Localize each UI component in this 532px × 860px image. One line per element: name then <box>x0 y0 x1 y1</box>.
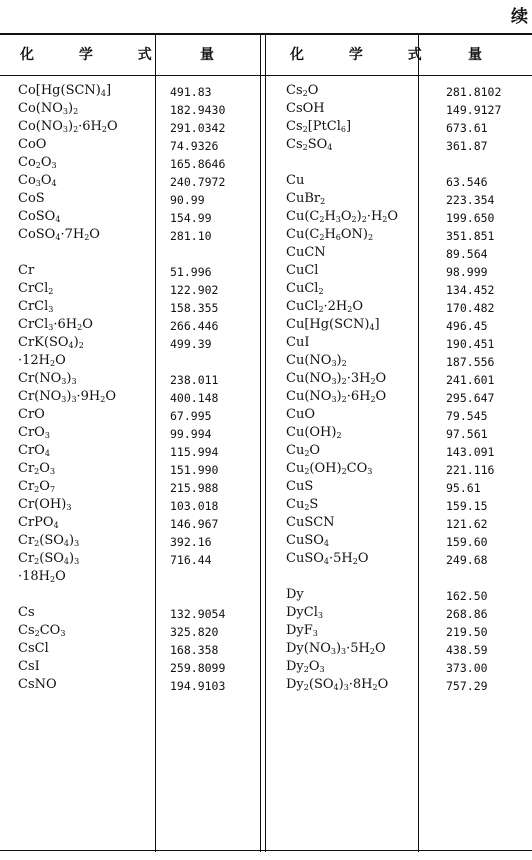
table-row <box>286 658 530 676</box>
center-divider-a <box>260 35 261 852</box>
formula-cell: $\cdot 18H_2O$ <box>18 569 66 584</box>
table-row <box>18 280 258 298</box>
formula-cell: $Co(NO_3)_2$ <box>18 101 79 116</box>
value-cell: 259.8099 <box>170 661 226 675</box>
formula-cell: Cs <box>18 605 35 620</box>
table-row <box>286 442 530 460</box>
formula-cell: $Co_3O_4$ <box>18 173 57 188</box>
table-row <box>286 262 530 280</box>
formula-cell: $Cr_2O_3$ <box>18 461 56 476</box>
value-cell: 499.39 <box>170 337 212 351</box>
formula-cell: CuSO$_4$ <box>286 533 329 548</box>
table-row <box>286 532 530 550</box>
table-row <box>18 424 258 442</box>
table-row <box>18 100 258 118</box>
formula-cell: $Cu(C_2H_3O_2)_2\cdot H_2O$ <box>286 209 399 224</box>
formula-cell: CuBr$_2$ <box>286 191 326 206</box>
table-row <box>286 406 530 424</box>
formula-cell: Cr <box>18 263 35 278</box>
value-cell: 95.61 <box>446 481 481 495</box>
formula-cell: CuS <box>286 479 314 494</box>
table-row <box>18 406 258 424</box>
table-row <box>18 334 258 352</box>
formula-cell: $Cr_2(SO_4)_3$ <box>18 551 80 566</box>
formula-cell: CrO$_4$ <box>18 443 50 458</box>
value-cell: 194.9103 <box>170 679 226 693</box>
value-cell: 716.44 <box>170 553 212 567</box>
formula-cell: $CrK(SO_4)_2$ <box>18 335 84 350</box>
table-row <box>286 460 530 478</box>
table-row <box>18 298 258 316</box>
table-row <box>286 514 530 532</box>
formula-cell: CuCl <box>286 263 319 278</box>
left-formula-header: 化 学 式 <box>20 47 172 63</box>
value-cell: 122.902 <box>170 283 219 297</box>
table-row <box>18 586 258 604</box>
formula-cell: CrO$_3$ <box>18 425 50 440</box>
table-row <box>286 136 530 154</box>
value-cell: 103.018 <box>170 499 219 513</box>
table-row <box>18 442 258 460</box>
formula-cell: $Cu_2S$ <box>286 497 319 512</box>
table-row <box>286 280 530 298</box>
value-cell: 187.556 <box>446 355 495 369</box>
formula-cell: CoS <box>18 191 45 206</box>
table-row <box>286 604 530 622</box>
value-cell: 63.546 <box>446 175 488 189</box>
value-cell: 190.451 <box>446 337 495 351</box>
table-row <box>286 568 530 586</box>
table-row <box>18 676 258 694</box>
value-cell: 182.9430 <box>170 103 226 117</box>
value-cell: 241.601 <box>446 373 495 387</box>
value-cell: 146.967 <box>170 517 219 531</box>
table-row <box>286 334 530 352</box>
table-row <box>286 352 530 370</box>
value-cell: 268.86 <box>446 607 488 621</box>
value-cell: 98.999 <box>446 265 488 279</box>
table-row <box>286 298 530 316</box>
value-cell: 295.647 <box>446 391 495 405</box>
table-row <box>18 388 258 406</box>
table-row <box>286 370 530 388</box>
table-row <box>286 586 530 604</box>
formula-cell: CuO <box>286 407 315 422</box>
table-row <box>286 316 530 334</box>
value-cell: 134.452 <box>446 283 495 297</box>
formula-cell: CrPO$_4$ <box>18 515 59 530</box>
value-cell: 89.564 <box>446 247 488 261</box>
table-row <box>18 568 258 586</box>
center-divider-b <box>265 35 266 852</box>
table-row <box>286 478 530 496</box>
value-cell: 496.45 <box>446 319 488 333</box>
value-cell: 757.29 <box>446 679 488 693</box>
table-row <box>18 496 258 514</box>
table-row <box>286 640 530 658</box>
value-cell: 281.8102 <box>446 85 502 99</box>
table-row <box>286 154 530 172</box>
header-rule <box>0 75 532 76</box>
table-row <box>286 172 530 190</box>
table-row <box>286 244 530 262</box>
value-cell: 199.650 <box>446 211 495 225</box>
formula-cell: CsI <box>18 659 40 674</box>
value-cell: 249.68 <box>446 553 488 567</box>
table-row <box>286 100 530 118</box>
formula-cell: $Cu[Hg(SCN)_4]$ <box>286 317 380 332</box>
formula-cell: $Cu(NO_3)_2\cdot 6H_2O$ <box>286 389 387 404</box>
table-row <box>18 370 258 388</box>
value-cell: 159.60 <box>446 535 488 549</box>
value-cell: 121.62 <box>446 517 488 531</box>
formula-cell: $Cr_2(SO_4)_3$ <box>18 533 80 548</box>
table-row <box>18 136 258 154</box>
table-row <box>18 550 258 568</box>
value-cell: 373.00 <box>446 661 488 675</box>
formula-cell: $Cu_2(OH)_2CO_3$ <box>286 461 373 476</box>
table-row <box>18 118 258 136</box>
formula-cell: $Cr(NO_3)_3\cdot 9H_2O$ <box>18 389 117 404</box>
value-cell: 154.99 <box>170 211 212 225</box>
formula-cell: CuCN <box>286 245 326 260</box>
value-cell: 221.116 <box>446 463 495 477</box>
formula-cell: $\cdot 12H_2O$ <box>18 353 66 368</box>
formula-cell: $CuSO_4\cdot 5H_2O$ <box>286 551 369 566</box>
value-cell: 219.50 <box>446 625 488 639</box>
top-rule <box>0 33 532 35</box>
value-cell: 74.9326 <box>170 139 219 153</box>
table-row <box>18 82 258 100</box>
formula-cell: $Cr(NO_3)_3$ <box>18 371 77 386</box>
formula-cell: CuI <box>286 335 310 350</box>
formula-cell: $Cu(OH)_2$ <box>286 425 342 440</box>
bottom-rule <box>0 850 532 851</box>
formula-cell: CuSCN <box>286 515 335 530</box>
formula-cell: CrCl$_3$ <box>18 299 54 314</box>
table-row <box>286 208 530 226</box>
formula-cell: DyF$_3$ <box>286 623 318 638</box>
value-cell: 158.355 <box>170 301 219 315</box>
table-row <box>18 514 258 532</box>
table-row <box>286 226 530 244</box>
left-table <box>18 82 258 694</box>
left-value-header: 量 <box>200 47 214 63</box>
value-cell: 240.7972 <box>170 175 226 189</box>
value-cell: 165.8646 <box>170 157 226 171</box>
formula-cell: $Cr_2O_7$ <box>18 479 56 494</box>
value-cell: 325.820 <box>170 625 219 639</box>
formula-cell: $Dy_2O_3$ <box>286 659 325 674</box>
right-value-header: 量 <box>468 47 482 63</box>
value-cell: 143.091 <box>446 445 495 459</box>
formula-cell: DyCl$_3$ <box>286 605 323 620</box>
formula-cell: $Dy(NO_3)_3\cdot 5H_2O$ <box>286 641 386 656</box>
table-row <box>18 262 258 280</box>
value-cell: 168.358 <box>170 643 219 657</box>
table-row <box>18 172 258 190</box>
table-row <box>18 532 258 550</box>
formula-cell: CrO <box>18 407 45 422</box>
value-cell: 132.9054 <box>170 607 226 621</box>
formula-cell: Cu <box>286 173 305 188</box>
formula-cell: $Co(NO_3)_2\cdot 6H_2O$ <box>18 119 118 134</box>
value-cell: 90.99 <box>170 193 205 207</box>
table-row <box>18 622 258 640</box>
value-cell: 238.011 <box>170 373 219 387</box>
value-cell: 673.61 <box>446 121 488 135</box>
formula-cell: $Co[Hg(SCN)_4]$ <box>18 83 112 98</box>
formula-cell: $Co_2O_3$ <box>18 155 57 170</box>
value-cell: 151.990 <box>170 463 219 477</box>
formula-cell: $Cs_2O$ <box>286 83 319 98</box>
formula-cell: CrCl$_2$ <box>18 281 54 296</box>
value-cell: 223.354 <box>446 193 495 207</box>
table-row <box>286 550 530 568</box>
right-table <box>286 82 530 694</box>
value-cell: 99.994 <box>170 427 212 441</box>
value-cell: 361.87 <box>446 139 488 153</box>
formula-cell: $Cu(NO_3)_2\cdot 3H_2O$ <box>286 371 387 386</box>
formula-cell: CsCl <box>18 641 49 656</box>
value-cell: 115.994 <box>170 445 219 459</box>
formula-cell: CsOH <box>286 101 325 116</box>
table-row <box>18 316 258 334</box>
formula-cell: $Cu(NO_3)_2$ <box>286 353 347 368</box>
value-cell: 281.10 <box>170 229 212 243</box>
table-row <box>286 388 530 406</box>
value-cell: 266.446 <box>170 319 219 333</box>
formula-cell: CoO <box>18 137 47 152</box>
table-row <box>18 208 258 226</box>
table-row <box>286 496 530 514</box>
value-cell: 215.988 <box>170 481 219 495</box>
value-cell: 162.50 <box>446 589 488 603</box>
value-cell: 351.851 <box>446 229 495 243</box>
table-row <box>18 460 258 478</box>
formula-cell: Dy <box>286 587 304 602</box>
table-row <box>18 244 258 262</box>
table-row <box>286 82 530 100</box>
value-cell: 400.148 <box>170 391 219 405</box>
table-row <box>286 622 530 640</box>
value-cell: 291.0342 <box>170 121 226 135</box>
value-cell: 438.59 <box>446 643 488 657</box>
formula-cell: $Dy_2(SO_4)_3\cdot 8H_2O$ <box>286 677 389 692</box>
formula-cell: $Cs_2CO_3$ <box>18 623 66 638</box>
formula-cell: $CrCl_3\cdot 6H_2O$ <box>18 317 93 332</box>
value-cell: 170.482 <box>446 301 495 315</box>
value-cell: 97.561 <box>446 427 488 441</box>
value-cell: 149.9127 <box>446 103 502 117</box>
formula-cell: $CuCl_2\cdot 2H_2O$ <box>286 299 364 314</box>
table-row <box>18 154 258 172</box>
formula-cell: $Cs_2[PtCl_6]$ <box>286 119 352 134</box>
value-cell: 491.83 <box>170 85 212 99</box>
table-row <box>286 118 530 136</box>
table-row <box>18 658 258 676</box>
table-row <box>286 190 530 208</box>
table-row <box>18 478 258 496</box>
formula-cell: $Cu_2O$ <box>286 443 321 458</box>
table-row <box>18 604 258 622</box>
right-formula-header: 化 学 式 <box>290 47 442 63</box>
table-row <box>18 640 258 658</box>
table-row <box>18 190 258 208</box>
formula-cell: $Cs_2SO_4$ <box>286 137 333 152</box>
formula-cell: $CoSO_4\cdot 7H_2O$ <box>18 227 100 242</box>
value-cell: 392.16 <box>170 535 212 549</box>
formula-cell: CoSO$_4$ <box>18 209 61 224</box>
table-row <box>286 424 530 442</box>
formula-cell: $Cu(C_2H_6ON)_2$ <box>286 227 374 242</box>
value-cell: 159.15 <box>446 499 488 513</box>
formula-cell: $Cr(OH)_3$ <box>18 497 72 512</box>
table-row <box>18 352 258 370</box>
table-row <box>286 676 530 694</box>
value-cell: 79.545 <box>446 409 488 423</box>
value-cell: 51.996 <box>170 265 212 279</box>
continued-label: 续 <box>511 7 528 27</box>
formula-cell: CsNO <box>18 677 57 692</box>
value-cell: 67.995 <box>170 409 212 423</box>
table-row <box>18 226 258 244</box>
formula-cell: CuCl$_2$ <box>286 281 324 296</box>
